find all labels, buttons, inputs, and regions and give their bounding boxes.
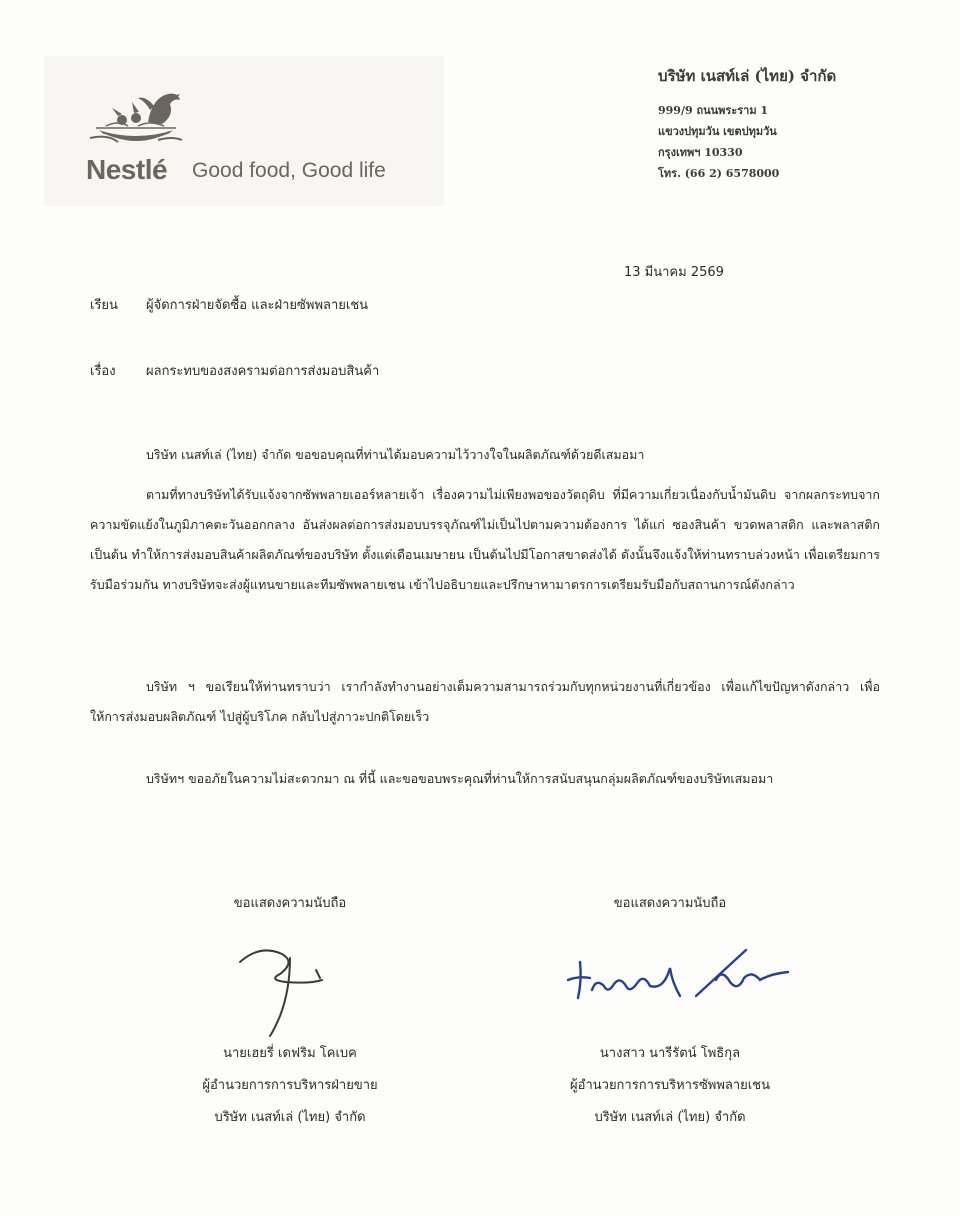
closing-text: ขอแสดงความนับถือ bbox=[233, 896, 347, 911]
signature-scribble bbox=[140, 920, 440, 1038]
signer-name: นางสาว นารีรัตน์ โพธิกุล bbox=[599, 1046, 741, 1061]
paragraph-text: บริษัท เนสท์เล่ (ไทย) จำกัด ขอขอบคุณที่ท่านได้มอบความไว้วางใจในผลิตภัณฑ์ด้วยดีเสมอมา bbox=[146, 447, 645, 462]
company-address bbox=[658, 64, 836, 184]
handwritten-signature bbox=[140, 920, 440, 1038]
address-line: 999/9 ถนนพระราม 1 bbox=[658, 104, 769, 117]
letter-date: 13 มีนาคม 2569 bbox=[624, 265, 724, 280]
subject-value: ผลกระทบของสงครามต่อการส่งมอบสินค้า bbox=[146, 364, 380, 379]
body-paragraph bbox=[90, 672, 880, 732]
signer-title: ผู้อำนวยการการบริหารซัพพลายเชน bbox=[570, 1078, 770, 1093]
address-line: กรุงเทพฯ 10330 bbox=[658, 146, 743, 159]
nest-birds-icon bbox=[88, 86, 184, 152]
body-paragraph bbox=[90, 440, 880, 470]
signer-name: นายเฮยรี่ เดฟริม โคเบค bbox=[223, 1046, 357, 1061]
paragraph-text: ตามที่ทางบริษัทได้รับแจ้งจากซัพพลายเออร์หลายเจ้า เรื่องความไม่เพียงพอของวัตถุดิบ ที่มีความเกี่ยวเนื่องกับน้ำมันดิบ จากผลกระทบจากความขัดแย้งในภูมิภาคตะวันออกกลาง อันส่งผลต่อการส่งมอบบรรจุภัณฑ์ไม่เป็นไปตามความต้องการ ได้แก่ ซองสินค้า ขวดพลาสติก และพลาสติก เป็นต้น ทำให้การส่งมอบสินค้าผลิตภัณฑ์ของบริษัท ตั้งแต่เดือนเมษายน เป็นต้นไปมีโอกาสขาดส่งได้ ดังนั้นจึงแจ้งให้ท่านทราบล่วงหน้า เพื่อเตรียมการรับมือร่วมกัน ทางบริษัทจะส่งผู้แทนขายและทีมซัพพลายเชน เข้าไปอธิบายและปรึกษาหามาตรการเตรียมรับมือกับสถานการณ์ดังกล่าว bbox=[90, 487, 880, 592]
closing-text: ขอแสดงความนับถือ bbox=[613, 896, 727, 911]
subject-row bbox=[90, 360, 379, 381]
subject-label: เรื่อง bbox=[90, 364, 116, 379]
signature-block-sales bbox=[140, 888, 440, 1134]
body-paragraph bbox=[90, 764, 880, 794]
signature-scribble bbox=[520, 920, 820, 1038]
body-paragraph bbox=[90, 480, 880, 600]
signer-title: ผู้อำนวยการการบริหารฝ่ายขาย bbox=[202, 1078, 378, 1093]
recipient-label: เรียน bbox=[90, 298, 118, 313]
address-line: แขวงปทุมวัน เขตปทุมวัน bbox=[658, 125, 777, 138]
signature-block-supply-chain bbox=[520, 888, 820, 1134]
paragraph-text: บริษัทฯ ขออภัยในความไม่สะดวกมา ณ ที่นี้ และขอขอบพระคุณที่ท่านให้การสนับสนุนกลุ่มผลิตภัณฑ์ของบริษัทเสมอมา bbox=[146, 771, 774, 786]
paragraph-text: บริษัท ฯ ขอเรียนให้ท่านทราบว่า เรากำลังทำงานอย่างเต็มความสามารถร่วมกับทุกหน่วยงานที่เกี่ยวข้อง เพื่อแก้ไขปัญหาดังกล่าว เพื่อให้การส่งมอบผลิตภัณฑ์ ไปสู่ผู้บริโภค กลับไปสู่ภาวะปกติโดยเร็ว bbox=[90, 679, 880, 724]
signer-company: บริษัท เนสท์เล่ (ไทย) จำกัด bbox=[594, 1110, 746, 1125]
recipient-row bbox=[90, 294, 368, 315]
brand-tagline: Good food, Good life bbox=[192, 159, 386, 182]
recipient-value: ผู้จัดการฝ่ายจัดซื้อ และฝ่ายซัพพลายเชน bbox=[146, 298, 369, 313]
company-name: บริษัท เนสท์เล่ (ไทย) จำกัด bbox=[658, 67, 837, 85]
letterhead-logo bbox=[44, 56, 444, 206]
phone-line: โทร. (66 2) 6578000 bbox=[658, 167, 780, 180]
brand-name: Nestlé bbox=[86, 154, 168, 185]
handwritten-signature bbox=[520, 920, 820, 1038]
signer-company: บริษัท เนสท์เล่ (ไทย) จำกัด bbox=[214, 1110, 366, 1125]
